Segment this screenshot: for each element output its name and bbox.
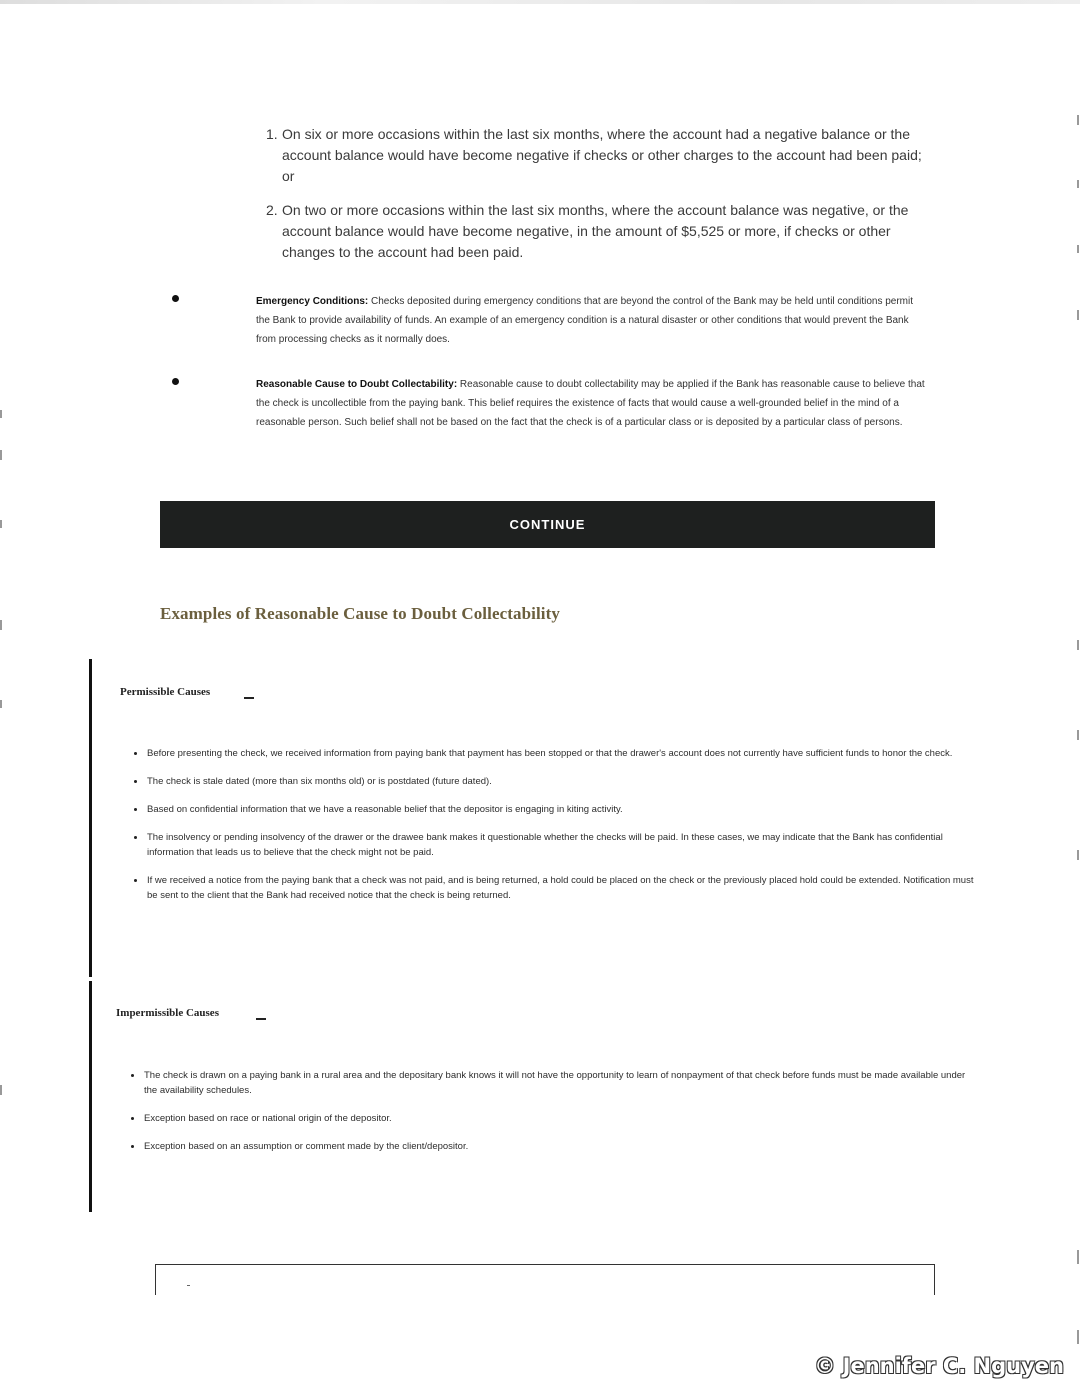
- conditions-list: [266, 124, 936, 263]
- list-item-text: On six or more occasions within the last six months, where the account had a negative balance or the account balance would have become negative if checks or other charges to the account had been paid; or: [282, 126, 922, 184]
- list-item: [266, 124, 936, 187]
- definition-term: Reasonable Cause to Doubt Collectability:: [256, 379, 458, 390]
- accordion-accent-bar: [89, 981, 92, 1212]
- definition-text: Reasonable cause to doubt collectability may be applied if the Bank has reasonable cause to believe that the check is uncollectible from the paying bank. This belief requires the existence of facts that would cause a well-grounded belief in the mind of a reasonable person. Such belief shall not be based on the fact that the check is of a particular class or is deposited by a particular class of persons.: [256, 379, 925, 428]
- definition-term: Emergency Conditions:: [256, 296, 369, 307]
- emergency-conditions-definition: [256, 292, 926, 349]
- next-content-card: [155, 1264, 935, 1295]
- continue-button-label: CONTINUE: [509, 517, 586, 532]
- definition-text: Checks deposited during emergency conditions that are beyond the control of the Bank may be held until conditions permit the Bank to provide availability of funds. An example of an emergency condition is a natural disaster or other conditions that would prevent the Bank from processing checks as it normally does.: [256, 296, 914, 345]
- accordion-header-impermissible[interactable]: Impermissible Causes: [116, 1007, 219, 1019]
- list-item-number: 2.: [266, 202, 278, 218]
- section-title: Examples of Reasonable Cause to Doubt Collectability: [160, 604, 560, 623]
- list-item: The check is drawn on a paying bank in a rural area and the depositary bank knows it will not have the opportunity to learn of nonpayment of that check before funds must be made available under the availability schedules.: [131, 1068, 971, 1098]
- list-item: Based on confidential information that we have a reasonable belief that the depositor is engaging in kiting activity.: [134, 802, 979, 817]
- list-item-number: 1.: [266, 126, 278, 142]
- accordion-header-permissible[interactable]: Permissible Causes: [120, 686, 211, 698]
- bullet-icon: [172, 378, 179, 385]
- list-item: Before presenting the check, we received information from paying bank that payment has been stopped or that the drawer's account does not currently have sufficient funds to honor the check.: [134, 746, 979, 761]
- permissible-causes-list: [134, 746, 979, 916]
- list-item: The check is stale dated (more than six months old) or is postdated (future dated).: [134, 774, 979, 789]
- accordion-accent-bar: [89, 659, 92, 977]
- continue-button[interactable]: [160, 501, 935, 548]
- bullet-icon: [172, 295, 179, 302]
- list-item: [266, 200, 936, 263]
- list-item: Exception based on an assumption or comment made by the client/depositor.: [131, 1139, 971, 1154]
- reasonable-cause-definition: [256, 375, 926, 432]
- impermissible-causes-list: [131, 1068, 971, 1167]
- list-item: Exception based on race or national origin of the depositor.: [131, 1111, 971, 1126]
- copyright-watermark: © Jennifer C. Nguyen: [814, 1354, 1064, 1378]
- collapse-icon[interactable]: [244, 697, 254, 699]
- collapse-icon[interactable]: [256, 1018, 266, 1020]
- list-item: The insolvency or pending insolvency of the drawer or the drawee bank makes it questionable whether the checks will be paid. In these cases, we may indicate that the Bank has confidential information that leads us to believe that the check might not be paid.: [134, 830, 979, 860]
- list-item-text: On two or more occasions within the last six months, where the account balance was negative, or the account balance would have become negative, in the amount of $5,525 or more, if checks or other changes to the account had been paid.: [282, 202, 909, 260]
- card-mark: [187, 1285, 190, 1286]
- scan-top-edge: [0, 0, 1080, 4]
- list-item: If we received a notice from the paying bank that a check was not paid, and is being returned, a hold could be placed on the check or the previously placed hold could be extended. Notification must be sent to the client that the Bank had received notice that the check is being returned.: [134, 873, 979, 903]
